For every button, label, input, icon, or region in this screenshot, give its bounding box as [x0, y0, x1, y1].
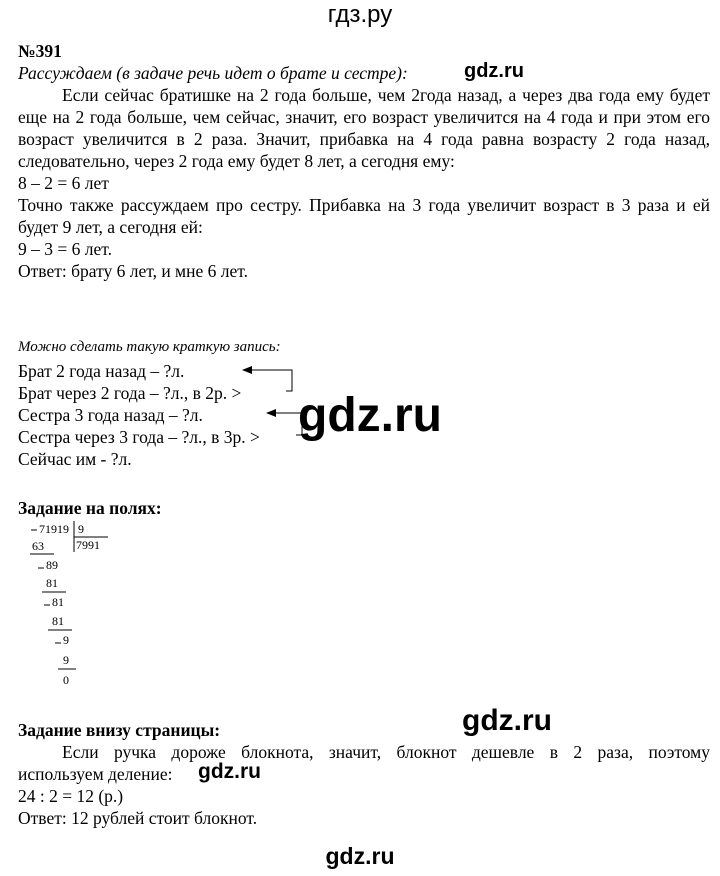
watermark-right: gdz.ru	[462, 704, 552, 737]
division-quotient: 7991	[76, 538, 100, 552]
sister-calculation: 9 – 3 = 6 лет.	[18, 239, 112, 259]
bottom-task-title: Задание внизу страницы:	[18, 720, 221, 740]
answer-1: Ответ: брату 6 лет, и мне 6 лет.	[18, 261, 248, 281]
watermark-inline-1: gdz.ru	[464, 60, 524, 82]
task-number: №391	[18, 41, 62, 61]
answer-2: Ответ: 12 рублей стоит блокнот.	[18, 808, 258, 828]
division-step-6: 9	[63, 633, 69, 647]
division-step-4: 81	[52, 595, 64, 609]
intro-text: Рассуждаем (в задаче речь идет о брате и сестре):	[18, 63, 408, 83]
division-step-1: 63	[32, 539, 44, 553]
division-step-8: 0	[63, 673, 69, 687]
division-dividend: 71919	[39, 522, 69, 536]
division-step-7: 9	[63, 653, 69, 667]
short-note-line-5: Сейчас им - ?л.	[18, 449, 132, 469]
watermark-bottom: gdz.ru	[325, 843, 395, 869]
short-note-line-2: Брат через 2 года – ?л., в 2р. >	[18, 383, 242, 403]
bottom-paragraph-line-2: используем деление:	[18, 764, 173, 784]
division-step-3: 81	[46, 576, 58, 590]
division-step-5: 81	[52, 614, 64, 628]
sister-reasoning: Точно также рассуждаем про сестру. Прибавка на 3 года увеличит возраст в 3 раза и ей будет 9 лет, а сегодня ей:	[18, 195, 710, 237]
watermark-big: gdz.ru	[298, 389, 442, 442]
bottom-paragraph-line-1: Если ручка дороже блокнота, значит, блокнот дешевле в 2 раза, поэтому	[62, 742, 710, 762]
division-divisor: 9	[78, 522, 84, 536]
bottom-paragraph	[18, 741, 710, 763]
watermark-inline-2: gdz.ru	[198, 760, 261, 783]
division-step-2: 89	[46, 558, 58, 572]
brother-reasoning: Если сейчас братишке на 2 года больше, чем 2года назад, а через два года ему будет еще на 2 года больше, чем сейчас, значит, его возраст увеличится на 4 года и при этом его возраст увеличится в 2 раза. Значит, прибавка на 4 года равна возрасту 2 года назад, следовательно, через 2 года ему будет 8 лет, а сегодня ему:	[18, 85, 710, 171]
short-note-line-1: Брат 2 года назад – ?л.	[18, 361, 185, 381]
bottom-calculation: 24 : 2 = 12 (р.)	[18, 786, 124, 806]
margin-task-title: Задание на полях:	[18, 498, 162, 518]
short-note-title-text: Можно сделать такую краткую запись:	[18, 339, 281, 355]
brother-calculation: 8 – 2 = 6 лет	[18, 173, 109, 193]
short-note-line-3: Сестра 3 года назад – ?л.	[18, 405, 203, 425]
short-note-line-4: Сестра через 3 года – ?л., в 3р. >	[18, 427, 260, 447]
watermark-top: гдз.ру	[327, 1, 393, 28]
